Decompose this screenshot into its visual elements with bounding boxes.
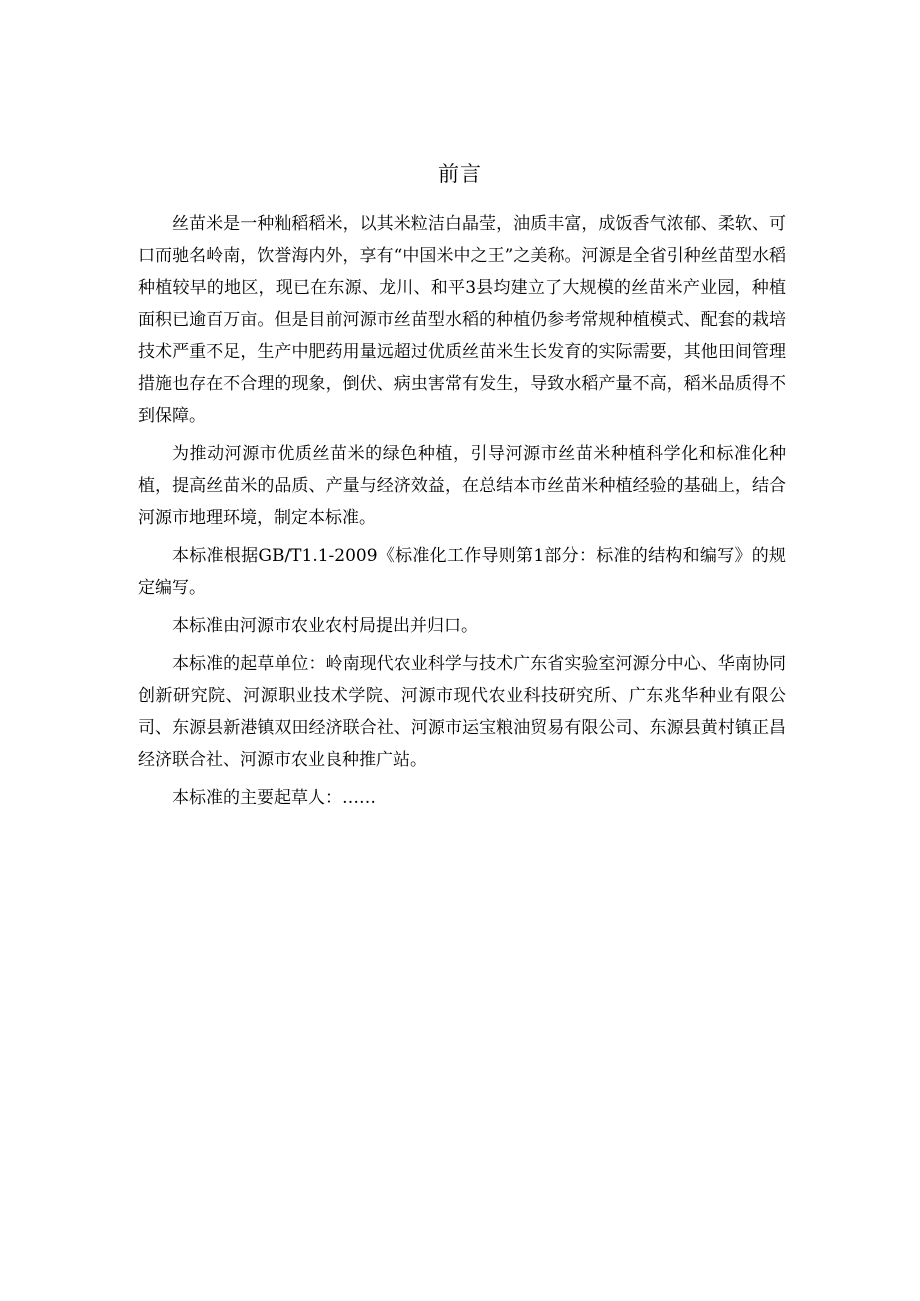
paragraph-drafting-rules: 本标准根据GB/T1.1-2009《标准化工作导则第1部分：标准的结构和编写》的规定编写。 [138, 546, 786, 598]
paragraph-main-drafters: 本标准的主要起草人：…… [172, 788, 376, 808]
page-title: 前言 [438, 162, 482, 186]
paragraph-proposer: 本标准由河源市农业农村局提出并归口。 [172, 616, 478, 636]
body-text [138, 208, 786, 814]
paragraph-purpose: 为推动河源市优质丝苗米的绿色种植，引导河源市丝苗米种植科学化和标准化种植，提高丝苗米的品质、产量与经济效益，在总结本市丝苗米种植经验的基础上，结合河源市地理环境，制定本标准。 [138, 444, 786, 528]
paragraph-introduction: 丝苗米是一种籼稻稻米，以其米粒洁白晶莹，油质丰富，成饭香气浓郁、柔软、可口而驰名岭南，饮誉海内外，享有“中国米中之王”之美称。河源是全省引种丝苗型水稻种植较早的地区，现已在东源、龙川、和平3县均建立了大规模的丝苗米产业园，种植面积已逾百万亩。但是目前河源市丝苗型水稻的种植仍参考常规种植模式、配套的栽培技术严重不足，生产中肥药用量远超过优质丝苗米生长发育的实际需要，其他田间管理措施也存在不合理的现象，倒伏、病虫害常有发生，导致水稻产量不高，稻米品质得不到保障。 [138, 214, 786, 426]
paragraph-drafting-units: 本标准的起草单位：岭南现代农业科学与技术广东省实验室河源分中心、华南协同创新研究院、河源职业技术学院、河源市现代农业科技研究所、广东兆华种业有限公司、东源县新港镇双田经济联合社、河源市运宝粮油贸易有限公司、东源县黄村镇正昌经济联合社、河源市农业良种推广站。 [138, 654, 786, 770]
